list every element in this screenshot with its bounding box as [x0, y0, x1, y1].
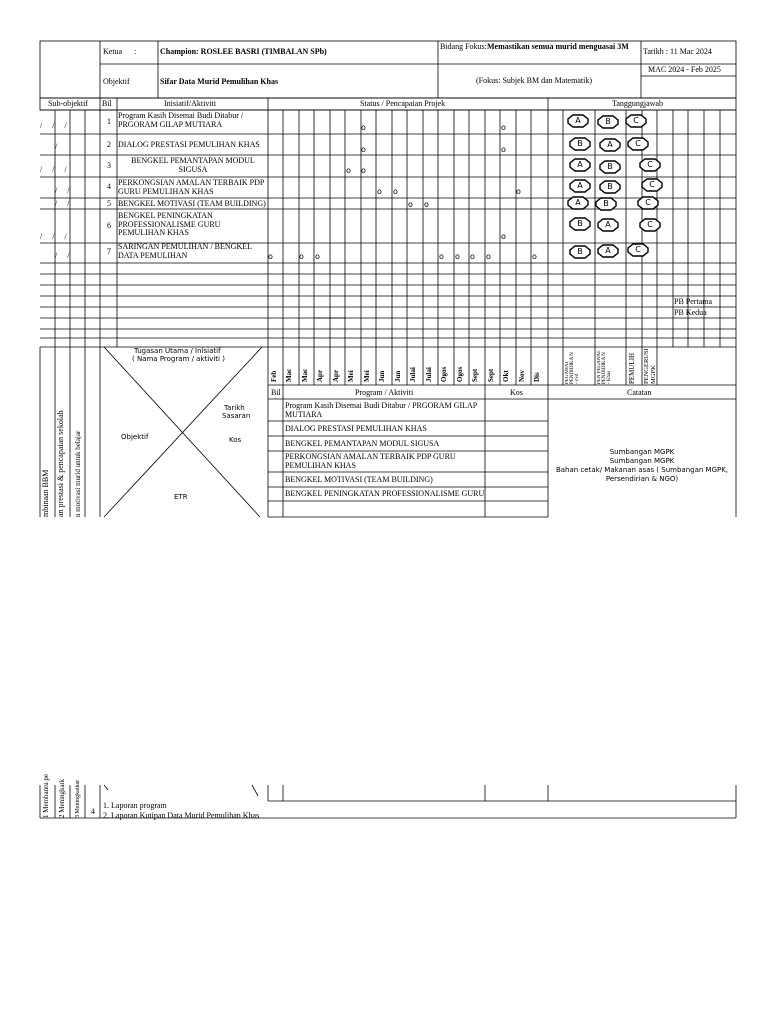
responsibility-badge-c — [627, 137, 649, 151]
prog-item: BENGKEL MOTIVASI (TEAM BUILDING) — [285, 475, 433, 484]
badge-letter: B — [577, 219, 583, 228]
resp-header-pemulih: PEMULIH — [628, 352, 636, 384]
row-checks: / / / — [40, 121, 71, 130]
prog-item: PERKONGSIAN AMALAN TERBAIK PDP GURU PEMULIHAN KHAS — [285, 452, 456, 470]
catatan-note: Sumbangan MGPK — [609, 448, 675, 456]
status-mark: o — [393, 187, 398, 196]
row-checks: / / / — [40, 232, 71, 241]
month-header: Dis — [533, 372, 541, 382]
month-header: Nov — [518, 369, 526, 382]
month-header: Apr — [332, 369, 340, 382]
month-header: Sept — [487, 368, 495, 382]
prog-col-kos: Kos — [510, 388, 523, 397]
status-mark: o — [361, 145, 366, 154]
month-header: Mac — [301, 368, 309, 382]
responsibility-badge-c — [639, 158, 661, 172]
period-range: MAC 2024 - Feb 2025 — [648, 65, 721, 74]
status-mark: o — [346, 166, 351, 175]
ketua-separator: : — [134, 47, 137, 56]
month-header: Sept — [471, 368, 479, 382]
month-header: Feb — [270, 370, 278, 382]
prog-item: BENGKEL PENINGKATAN PROFESSIONALISME GURU — [285, 489, 485, 498]
row-number: 4 — [107, 182, 111, 191]
badge-letter: B — [603, 199, 609, 208]
row-number: 1 — [107, 117, 111, 126]
catatan-note: Sumbangan MGPK — [609, 457, 675, 465]
row-checks: / / — [55, 186, 74, 195]
status-mark: o — [315, 252, 320, 261]
responsibility-badge-a — [599, 138, 621, 152]
badge-letter: C — [635, 139, 641, 148]
responsibility-badge-b — [595, 197, 617, 211]
bidang-fokus-label: Bidang Fokus: — [440, 42, 487, 51]
fokus-subject: (Fokus: Subjek BM dan Matematik) — [476, 76, 592, 85]
status-mark: o — [501, 123, 506, 132]
badge-letter: C — [647, 160, 653, 169]
prog-col-catatan: Catatan — [627, 388, 652, 397]
month-header: Ogos — [440, 366, 448, 382]
month-header: Okt — [502, 370, 510, 382]
responsibility-badge-c — [637, 196, 659, 210]
objektif-label: Objektif — [103, 77, 130, 86]
row-checks: / — [55, 142, 58, 151]
badge-letter: C — [635, 245, 641, 254]
badge-letter: A — [605, 220, 611, 229]
subobjektif-bottom-4: 4 — [91, 807, 95, 816]
champion-name: Champion: ROSLEE BASRI (TIMBALAN SPb) — [160, 47, 327, 56]
row-number: 5 — [107, 199, 111, 208]
status-mark: o — [501, 232, 506, 241]
resp-header-pengerusi: PENGERUSI MGPK — [643, 348, 657, 384]
diagram-title-line1: Tugasan Utama / Inisiatif — [134, 347, 221, 355]
subobjektif-vertical-2: an prestasi & pencapaian sekolah — [56, 410, 65, 517]
month-header: Julai — [409, 367, 417, 382]
month-header: Julai — [425, 367, 433, 382]
responsibility-badge-c — [639, 218, 661, 232]
badge-letter: C — [645, 198, 651, 207]
legend-pb-kedua: PB Kedua — [674, 308, 707, 317]
month-header: Mei — [363, 370, 371, 382]
row-number: 7 — [107, 247, 111, 256]
row-activity: BENGKEL PEMANTAPAN MODUL SIGUSA — [131, 156, 255, 174]
subobjektif-vertical-3: n motivasi murid untuk belajar — [74, 430, 82, 517]
responsibility-badge-a — [567, 196, 589, 210]
diagram-kos: Kos — [229, 436, 242, 444]
row-activity: BENGKEL PENINGKATAN PROFESSIONALISME GURU PEMULIHAN KHAS — [118, 211, 221, 237]
status-mark: o — [439, 252, 444, 261]
prog-col-program: Program / Aktiviti — [355, 388, 414, 397]
row-activity: Program Kasih Disemai Budi Ditabur / PRGORAM GILAP MUTIARA — [118, 111, 244, 129]
badge-letter: C — [633, 116, 639, 125]
subobjektif-vertical-1: mbinaan BBM — [41, 469, 50, 517]
status-mark: o — [470, 252, 475, 261]
status-mark: o — [299, 252, 304, 261]
row-activity: DIALOG PRESTASI PEMULIHAN KHAS — [118, 140, 260, 149]
badge-letter: A — [575, 198, 581, 207]
prog-item: DIALOG PRESTASI PEMULIHAN KHAS — [285, 424, 427, 433]
ketua-label: Ketua — [103, 47, 123, 56]
responsibility-badge-a — [569, 179, 591, 193]
responsibility-badge-c — [625, 114, 647, 128]
responsibility-badge-a — [567, 114, 589, 128]
responsibility-badge-b — [597, 115, 619, 129]
diagram-objektif: Objektif — [121, 433, 149, 441]
resp-header-pegawai-khas: PEN PEGAWAI PENDIDIKA N - Khas — [597, 351, 612, 384]
report-item: 2. Laporan Kutipan Data Murid Pemulihan Khas — [103, 811, 260, 820]
diagram-etr: ETR — [174, 493, 188, 501]
status-mark: o — [501, 145, 506, 154]
responsibility-badge-a — [569, 158, 591, 172]
col-bil: Bil — [102, 99, 112, 108]
responsibility-badge-b — [569, 245, 591, 259]
row-checks: / / — [55, 199, 74, 208]
legend-pb-pertama: PB Pertama — [674, 297, 712, 306]
prog-item: BENGKEL PEMANTAPAN MODUL SIGUSA — [285, 439, 440, 448]
col-status: Status / Pencapaian Projek — [360, 99, 446, 108]
col-inisiatif: Inisiatif/Aktiviti — [164, 99, 216, 108]
badge-letter: B — [607, 182, 613, 191]
row-activity: BENGKEL MOTIVASI (TEAM BUILDING) — [118, 199, 266, 208]
status-mark: o — [268, 252, 273, 261]
col-tanggungjawab: Tanggungjawab — [612, 99, 663, 108]
diagram-tarikh: Tarikh — [224, 404, 245, 412]
diagram-sasaran: Sasaran — [222, 412, 251, 420]
status-mark: o — [361, 123, 366, 132]
row-number: 2 — [107, 140, 111, 149]
diagram-title-line2: ( Nama Program / aktiviti ) — [132, 355, 225, 363]
status-mark: o — [377, 187, 382, 196]
responsibility-badge-b — [569, 137, 591, 151]
month-header: Mei — [347, 370, 355, 382]
responsibility-badge-b — [599, 180, 621, 194]
badge-letter: C — [647, 220, 653, 229]
badge-letter: C — [649, 180, 655, 189]
row-number: 3 — [107, 161, 111, 170]
bidang-fokus-value: Memastikan semua murid menguasai 3M — [487, 42, 629, 51]
prog-col-bil: Bil — [271, 388, 281, 397]
resp-header-pegawai-cvd: PEGAWAI PENDIDIKA N - cvd — [565, 352, 580, 384]
month-header: Ogos — [456, 366, 464, 382]
status-mark: o — [532, 252, 537, 261]
catatan-note: Persendirian & NGO) — [605, 475, 679, 483]
badge-letter: A — [575, 116, 581, 125]
catatan-note: Bahan cetak/ Makanan asas ( Sumbangan MGPK, — [555, 466, 729, 474]
status-mark: o — [361, 166, 366, 175]
status-mark: o — [424, 200, 429, 209]
badge-letter: A — [607, 140, 613, 149]
row-number: 6 — [107, 221, 111, 230]
responsibility-badge-c — [641, 178, 663, 192]
badge-letter: B — [607, 162, 613, 171]
badge-letter: A — [577, 181, 583, 190]
row-checks: / / / — [40, 165, 71, 174]
badge-letter: A — [605, 246, 611, 255]
month-header: Apr — [316, 369, 324, 382]
badge-letter: A — [577, 160, 583, 169]
subobjektif-vertical-bottom-1: 1 Membantu pe — [42, 774, 50, 818]
badge-letter: B — [577, 139, 583, 148]
status-mark: o — [516, 187, 521, 196]
prog-item: Program Kasih Disemai Budi Ditabur / PRGORAM GILAP MUTIARA — [285, 401, 477, 419]
row-activity: SARINGAN PEMULIHAN / BENGKEL DATA PEMULIHAN — [118, 242, 252, 260]
status-mark: o — [486, 252, 491, 261]
status-mark: o — [455, 252, 460, 261]
responsibility-badge-b — [569, 217, 591, 231]
subobjektif-vertical-bottom-2: 2 Meningkatk — [58, 778, 66, 818]
month-header: Jun — [394, 370, 402, 382]
subobjektif-vertical-bottom-3: 3 Meningkatkar — [75, 779, 81, 818]
responsibility-badge-c — [627, 243, 649, 257]
month-header: Mac — [285, 368, 293, 382]
objektif-value: Sifar Data Murid Pemulihan Khas — [160, 77, 279, 86]
responsibility-badge-a — [597, 218, 619, 232]
row-activity: PERKONGSIAN AMALAN TERBAIK PDP GURU PEMULIHAN KHAS — [118, 178, 265, 196]
badge-letter: B — [605, 117, 611, 126]
tarikh-date: Tarikh : 11 Mac 2024 — [643, 47, 712, 56]
badge-letter: B — [577, 247, 583, 256]
row-checks: / / — [55, 251, 74, 260]
responsibility-badge-b — [599, 160, 621, 174]
responsibility-badge-a — [597, 244, 619, 258]
status-mark: o — [408, 200, 413, 209]
report-item: 1. Laporan program — [103, 801, 167, 810]
col-subobjektif: Sub-objektif — [48, 99, 88, 108]
month-header: Jun — [378, 370, 386, 382]
